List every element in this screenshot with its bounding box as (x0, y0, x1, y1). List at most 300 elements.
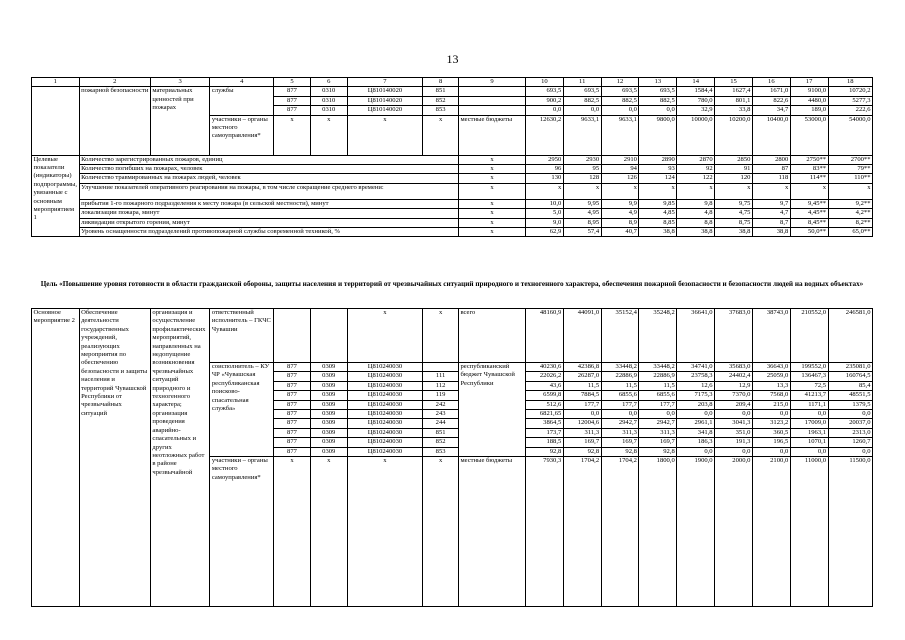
table-cell: 95 (563, 165, 601, 174)
table-cell: x (458, 155, 525, 164)
indicator-name: локализации пожара, минут (79, 209, 458, 218)
table-cell: 11,5 (563, 381, 601, 390)
table-cell: 243 (423, 410, 459, 419)
table-cell: 2100,0 (752, 457, 790, 607)
indicator-row (32, 174, 873, 183)
column-number: 3 (150, 78, 209, 87)
table-cell: 191,3 (715, 438, 753, 447)
table-cell (310, 309, 347, 363)
table-cell: 53000,0 (790, 115, 828, 155)
table-cell: 0,0 (639, 106, 677, 115)
table-cell: 0310 (310, 87, 347, 96)
table-cell: 2890 (639, 155, 677, 164)
table-cell: 96 (525, 165, 563, 174)
table-cell: 9,9 (601, 199, 639, 208)
table-cell: x (458, 199, 525, 208)
header-row (32, 78, 873, 87)
table-cell: 92,8 (601, 447, 639, 456)
table-cell: x (347, 457, 423, 607)
table-cell: 4,85 (639, 209, 677, 218)
column-number: 6 (310, 78, 347, 87)
indicator-name: Уровень оснащенности подразделений противопожарной службы современной техникой, % (79, 228, 458, 237)
table-cell: всего (458, 309, 525, 363)
table-cell: 8,2** (828, 218, 872, 227)
table-cell: 130 (525, 174, 563, 183)
table-cell: 853 (423, 447, 459, 456)
table-cell: 22026,2 (525, 372, 563, 381)
table-cell: 1671,0 (752, 87, 790, 96)
table-cell: 111 (423, 372, 459, 381)
table-cell: 92 (677, 165, 715, 174)
table-cell: 196,5 (752, 438, 790, 447)
table-cell: Ц810240030 (347, 400, 423, 409)
column-number: 7 (347, 78, 423, 87)
table-cell: 114** (790, 174, 828, 183)
co-executor-cell: соисполнитель – КУ ЧР «Чувашская республиканская поисково-спасательная служба» (210, 363, 274, 457)
table-cell: 244 (423, 419, 459, 428)
table-cell: 3041,3 (715, 419, 753, 428)
table-cell: 92,8 (525, 447, 563, 456)
table-cell: x (310, 457, 347, 607)
table-cell: 43,6 (525, 381, 563, 390)
table-cell (423, 363, 459, 372)
table-cell: x (639, 183, 677, 199)
table-cell: 17009,0 (790, 419, 828, 428)
table-cell: x (458, 183, 525, 199)
table-cell: 0310 (310, 96, 347, 105)
table-cell: 512,6 (525, 400, 563, 409)
table-cell: 9100,0 (790, 87, 828, 96)
table-cell: 40,7 (601, 228, 639, 237)
indicator-row (32, 155, 873, 164)
table-cell: 852 (423, 438, 459, 447)
table-cell: 341,8 (677, 428, 715, 437)
table-cell: 311,3 (563, 428, 601, 437)
indicator-name: Количество зарегистрированных пожаров, единиц (79, 155, 458, 164)
table-cell: 38,8 (752, 228, 790, 237)
table-cell: 91 (715, 165, 753, 174)
table-cell: Ц810140020 (347, 87, 423, 96)
table-cell: 4,8 (677, 209, 715, 218)
table-cell: x (563, 183, 601, 199)
table-cell: 79** (828, 165, 872, 174)
table-cell: 9,2** (828, 199, 872, 208)
table-cell: Ц810240030 (347, 363, 423, 372)
table-cell: 2750** (790, 155, 828, 164)
table-cell: 877 (274, 410, 311, 419)
table-cell: 34741,0 (677, 363, 715, 372)
table-cell: 41213,7 (790, 391, 828, 400)
indicator-row (32, 183, 873, 199)
table-cell: 877 (274, 381, 311, 390)
table-cell: 877 (274, 87, 311, 96)
table-cell: 4,7 (752, 209, 790, 218)
table-cell: 0309 (310, 400, 347, 409)
table-cell: 242 (423, 400, 459, 409)
column-number: 12 (601, 78, 639, 87)
table-cell: 1900,0 (677, 457, 715, 607)
column-number: 8 (423, 78, 459, 87)
table-cell: 0,0 (525, 106, 563, 115)
table-cell: 0,0 (752, 410, 790, 419)
table-cell: 1379,5 (828, 400, 872, 409)
table-cell: 4,2** (828, 209, 872, 218)
table-cell: 189,0 (790, 106, 828, 115)
measure-cell: материальных ценностей при пожарах (150, 87, 209, 155)
table-cell: Ц810240030 (347, 419, 423, 428)
table-cell: 882,5 (601, 96, 639, 105)
table-cell: 85,4 (828, 381, 872, 390)
table-cell: x (458, 218, 525, 227)
column-number: 1 (32, 78, 80, 87)
table-cell: 0310 (310, 106, 347, 115)
table-cell: 48160,9 (525, 309, 563, 363)
table-cell: 851 (423, 87, 459, 96)
table-cell: 118 (752, 174, 790, 183)
table-cell: 0,0 (828, 410, 872, 419)
table-cell: 177,7 (563, 400, 601, 409)
table-cell: 9,8 (677, 199, 715, 208)
executor-cell: участники – органы местного самоуправления* (210, 457, 274, 607)
table-cell: 780,0 (677, 96, 715, 105)
table-cell: x (458, 174, 525, 183)
table-cell: 44091,0 (563, 309, 601, 363)
table-cell: 2910 (601, 155, 639, 164)
table-cell: 36643,0 (752, 363, 790, 372)
table-cell: Ц810240030 (347, 438, 423, 447)
table-cell: 2930 (563, 155, 601, 164)
table-cell: x (423, 457, 459, 607)
table-cell: Ц810240030 (347, 381, 423, 390)
table-cell: 2942,7 (639, 419, 677, 428)
total-row (32, 309, 873, 363)
program-table-main2 (31, 308, 873, 607)
table-cell: 199552,0 (790, 363, 828, 372)
table-cell: 12,6 (677, 381, 715, 390)
table-cell: x (274, 457, 311, 607)
table-cell: 9,7 (752, 199, 790, 208)
table-cell: 2313,0 (828, 428, 872, 437)
table-cell: 10000,0 (677, 115, 715, 155)
activity-cell: организация и осуществление профилактических мероприятий, направленных на недопущение возникновения чрезвычайных ситуаций природного и техногенного характера; организация проведения аварийно-спасательных и других неотложных работ в районе чрезвычайной (150, 309, 209, 607)
table-cell: 33448,2 (601, 363, 639, 372)
table-cell: 0,0 (715, 447, 753, 456)
table-cell: 311,3 (601, 428, 639, 437)
column-number: 9 (458, 78, 525, 87)
executor-cell: участники – органы местного самоуправления* (210, 115, 274, 155)
table-cell: x (423, 309, 459, 363)
table-cell: 2850 (715, 155, 753, 164)
table-cell: 9,95 (563, 199, 601, 208)
table-cell: 36641,0 (677, 309, 715, 363)
table-cell: 7175,3 (677, 391, 715, 400)
table-cell: 8,8 (677, 218, 715, 227)
table-cell: 12630,2 (525, 115, 563, 155)
table-cell: 4480,0 (790, 96, 828, 105)
table-cell: 801,1 (715, 96, 753, 105)
table-cell: 12004,6 (563, 419, 601, 428)
table-cell: 6599,8 (525, 391, 563, 400)
table-cell (458, 106, 525, 115)
table-cell: 177,7 (639, 400, 677, 409)
table-cell: 877 (274, 363, 311, 372)
table-cell: 853 (423, 106, 459, 115)
table-cell: 9,75 (715, 199, 753, 208)
indicator-name: прибытия 1-го пожарного подразделения к месту пожара (в сельской местности), минут (79, 199, 458, 208)
column-number: 13 (639, 78, 677, 87)
column-number: 16 (752, 78, 790, 87)
table-cell: 877 (274, 372, 311, 381)
table-cell: 2961,1 (677, 419, 715, 428)
table-cell: 120 (715, 174, 753, 183)
table-cell: 136467,3 (790, 372, 828, 381)
table-cell: 9633,1 (601, 115, 639, 155)
table-cell: 360,5 (752, 428, 790, 437)
indicators-label: Целевые показатели (индикаторы) подпрограммы, увязанные с основным мероприятием 1 (32, 155, 80, 237)
table-cell: 351,0 (715, 428, 753, 437)
table-cell: 0,0 (601, 410, 639, 419)
table-cell: 38,8 (677, 228, 715, 237)
table-cell: 8,75 (715, 218, 753, 227)
table-cell: 6821,65 (525, 410, 563, 419)
table-cell: 94 (601, 165, 639, 174)
table-cell: 23758,3 (677, 372, 715, 381)
table-cell: 7370,0 (715, 391, 753, 400)
table-cell: 4,75 (715, 209, 753, 218)
table-cell: 1584,4 (677, 87, 715, 96)
table-cell: 877 (274, 106, 311, 115)
table-cell: 35152,4 (601, 309, 639, 363)
table-cell: 882,5 (563, 96, 601, 105)
column-number: 11 (563, 78, 601, 87)
table-cell: 35248,2 (639, 309, 677, 363)
column-number: 15 (715, 78, 753, 87)
program-table-top (31, 77, 873, 237)
table-cell: 877 (274, 391, 311, 400)
table-cell: x (458, 165, 525, 174)
table-cell: 83** (790, 165, 828, 174)
indicator-row (32, 218, 873, 227)
table-cell: 24402,4 (715, 372, 753, 381)
table-cell: 8,45** (790, 218, 828, 227)
table-cell: 34,7 (752, 106, 790, 115)
table-cell: 1260,7 (828, 438, 872, 447)
table-cell: 13,3 (752, 381, 790, 390)
goal-heading: Цель «Повышение уровня готовности в области гражданской обороны, защиты населения и территорий от чрезвычайных ситуаций природного и техногенного характера, обеспечения пожарной безопасности и безопасности людей на водных объектах» (40, 280, 864, 288)
table-cell: 0,0 (677, 410, 715, 419)
table-cell: 124 (639, 174, 677, 183)
table-cell: x (828, 183, 872, 199)
table-cell: 3123,2 (752, 419, 790, 428)
table-cell: 25059,0 (752, 372, 790, 381)
table-cell: 122 (677, 174, 715, 183)
table-cell: 0,0 (715, 410, 753, 419)
table-cell: 8,95 (563, 218, 601, 227)
table-cell: 9800,0 (639, 115, 677, 155)
table-cell: 173,7 (525, 428, 563, 437)
table-cell: 1070,1 (790, 438, 828, 447)
table-cell: 4,95 (563, 209, 601, 218)
table-cell: 877 (274, 447, 311, 456)
table-cell: 3864,5 (525, 419, 563, 428)
table-cell: 169,7 (601, 438, 639, 447)
table-cell: 0309 (310, 363, 347, 372)
indicator-row (32, 228, 873, 237)
table-cell: 1704,2 (601, 457, 639, 607)
table-cell: 822,6 (752, 96, 790, 105)
table-cell: 2800 (752, 155, 790, 164)
table-cell: 0,0 (601, 106, 639, 115)
table-cell: 9633,1 (563, 115, 601, 155)
table-cell: 7930,3 (525, 457, 563, 607)
indicator-row (32, 165, 873, 174)
table-cell: 119 (423, 391, 459, 400)
table-row (32, 87, 873, 96)
indicator-name: ликвидации открытого горения, минут (79, 218, 458, 227)
table-cell: 169,7 (563, 438, 601, 447)
table-cell: 4,45** (790, 209, 828, 218)
table-cell: 0,0 (828, 447, 872, 456)
table-cell: 42386,8 (563, 363, 601, 372)
table-cell: x (601, 183, 639, 199)
indicator-row (32, 199, 873, 208)
indicator-name: Количество травмированных на пожарах людей, человек (79, 174, 458, 183)
table-cell: 215,0 (752, 400, 790, 409)
table-cell: 1704,2 (563, 457, 601, 607)
table-cell: 5,0 (525, 209, 563, 218)
table-cell: 0309 (310, 428, 347, 437)
table-cell: x (790, 183, 828, 199)
table-cell: 8,9 (601, 218, 639, 227)
table-cell: 0,0 (790, 410, 828, 419)
indicator-name: Улучшение показателей оперативного реагирования на пожары, в том числе сокращение среднего времени: (79, 183, 458, 199)
table-cell: 92,8 (639, 447, 677, 456)
table-cell: x (458, 209, 525, 218)
table-cell: 186,3 (677, 438, 715, 447)
table-cell: 203,8 (677, 400, 715, 409)
table-cell: 877 (274, 438, 311, 447)
table-cell: 877 (274, 96, 311, 105)
table-cell: x (347, 115, 423, 155)
executor-cell: ответственный исполнитель – ГКЧС Чувашии (210, 309, 274, 363)
table-cell: 209,4 (715, 400, 753, 409)
column-number: 5 (274, 78, 311, 87)
table-cell: 33448,2 (639, 363, 677, 372)
table-cell: 87 (752, 165, 790, 174)
table-cell: 4,9 (601, 209, 639, 218)
table-cell: 8,7 (752, 218, 790, 227)
table-cell: 10720,2 (828, 87, 872, 96)
direction-cell: пожарной безопасности (79, 87, 150, 155)
table-cell: 72,5 (790, 381, 828, 390)
table-cell: 65,0** (828, 228, 872, 237)
table-cell (274, 309, 311, 363)
table-cell: 0,0 (752, 447, 790, 456)
table-cell: Ц810240030 (347, 410, 423, 419)
table-cell: 22886,9 (639, 372, 677, 381)
table-cell: 35683,0 (715, 363, 753, 372)
table-cell: 0,0 (639, 410, 677, 419)
table-cell: местные бюджеты (458, 115, 525, 155)
table-cell: x (677, 183, 715, 199)
column-number: 18 (828, 78, 872, 87)
table-cell: 38743,0 (752, 309, 790, 363)
table-cell: 0,0 (677, 447, 715, 456)
table-cell: 246581,0 (828, 309, 872, 363)
table-cell: 900,2 (525, 96, 563, 105)
table-cell: 169,7 (639, 438, 677, 447)
table-cell: 11000,0 (790, 457, 828, 607)
table-cell: 2000,0 (715, 457, 753, 607)
table-cell: 693,5 (525, 87, 563, 96)
funding-source-cell: республиканский бюджет Чувашской Республики (458, 363, 525, 457)
table-cell: 11,5 (639, 381, 677, 390)
table-cell: 32,9 (677, 106, 715, 115)
table-cell: 693,5 (563, 87, 601, 96)
table-cell: 0309 (310, 410, 347, 419)
table-cell: 0,0 (790, 447, 828, 456)
table-cell: x (752, 183, 790, 199)
table-cell: 6855,6 (601, 391, 639, 400)
table-cell: 2950 (525, 155, 563, 164)
table-cell: 851 (423, 428, 459, 437)
table-cell: местные бюджеты (458, 457, 525, 607)
table-cell: 877 (274, 428, 311, 437)
table-cell: 877 (274, 400, 311, 409)
table-cell: 0309 (310, 419, 347, 428)
table-cell: x (310, 115, 347, 155)
table-cell: x (715, 183, 753, 199)
table-cell: Ц810240030 (347, 428, 423, 437)
table-cell: 1800,0 (639, 457, 677, 607)
table-cell (458, 87, 525, 96)
table-cell: 160764,5 (828, 372, 872, 381)
table-cell: 188,5 (525, 438, 563, 447)
table-cell: 112 (423, 381, 459, 390)
table-cell: 2942,7 (601, 419, 639, 428)
measure-name-cell: Обеспечение деятельности государственных учреждений, реализующих мероприятия по обеспечению безопасности и защиты населения и территорий Чувашской Республики от чрезвычайных ситуаций (79, 309, 150, 607)
table-cell: 6855,6 (639, 391, 677, 400)
empty-cell (32, 87, 80, 155)
table-cell: 2700** (828, 155, 872, 164)
table-cell: 235081,0 (828, 363, 872, 372)
table-cell: 2870 (677, 155, 715, 164)
table-cell: x (347, 309, 423, 363)
table-cell: x (458, 228, 525, 237)
executor-cell: службы (210, 87, 274, 115)
table-cell: 62,9 (525, 228, 563, 237)
column-number: 14 (677, 78, 715, 87)
table-cell: 693,5 (601, 87, 639, 96)
table-cell: x (274, 115, 311, 155)
table-cell: 177,7 (601, 400, 639, 409)
table-cell: 11,5 (601, 381, 639, 390)
table-cell: x (525, 183, 563, 199)
table-cell: 11500,0 (828, 457, 872, 607)
table-cell: 92,8 (563, 447, 601, 456)
table-cell: 37683,0 (715, 309, 753, 363)
column-number: 10 (525, 78, 563, 87)
table-cell: 12,9 (715, 381, 753, 390)
table-cell: 128 (563, 174, 601, 183)
table-cell: 210552,0 (790, 309, 828, 363)
table-cell: Ц810140020 (347, 96, 423, 105)
table-cell: 54000,0 (828, 115, 872, 155)
table-cell: Ц810240030 (347, 391, 423, 400)
table-cell: x (423, 115, 459, 155)
table-cell (458, 96, 525, 105)
table-cell: 852 (423, 96, 459, 105)
